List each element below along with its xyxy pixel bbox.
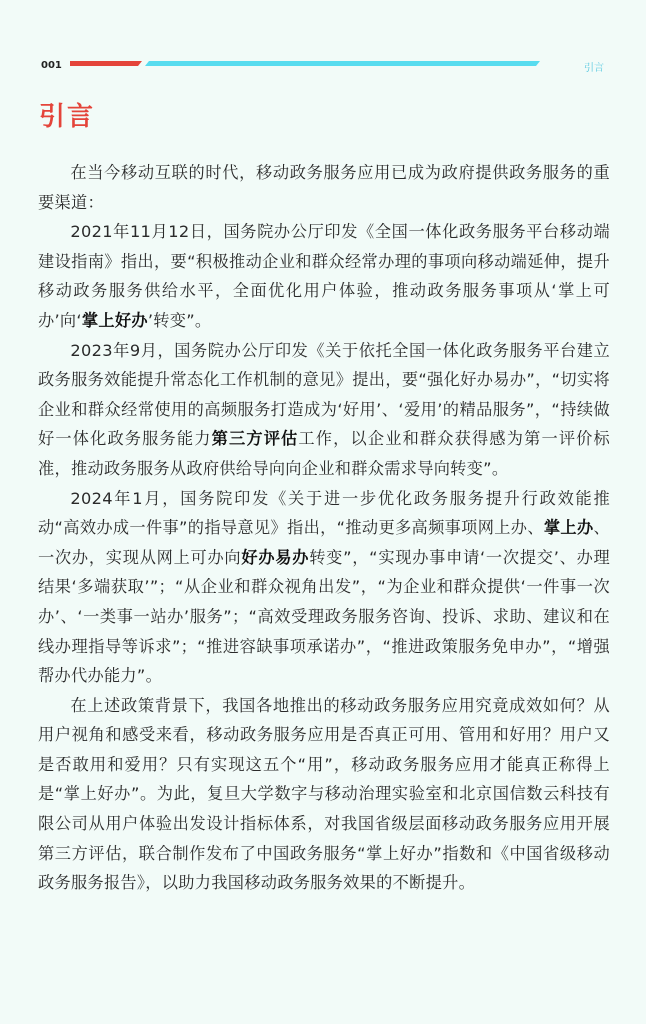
paragraph-text: 转变”，“实现办事申请‘一次提交’、办理结果‘多端获取’”；“从企业和群众视角出发”，“为企业和群众提供‘一件事一次办’、‘一类事一站办’服务”；“高效受理政务服务咨询、投诉、求助、建议和在线办理指导等诉求”；“推进容缺事项承诺办”，“推进政策服务免申办”，“增强帮办代办能力”。 <box>38 547 611 686</box>
paragraph-conclusion <box>38 691 610 898</box>
emphasis-text: 好办易办 <box>241 547 310 567</box>
page-number: 001 <box>41 60 62 71</box>
paragraph-2023-opinion <box>38 336 610 484</box>
page-title: 引言 <box>39 102 96 132</box>
paragraph-intro <box>38 158 610 217</box>
emphasis-text: 第三方评估 <box>211 429 299 449</box>
paragraph-text: 在当今移动互联的时代，移动政务服务应用已成为政府提供政务服务的重要渠道： <box>38 163 610 212</box>
section-label: 引言 <box>584 63 604 74</box>
body-text <box>38 158 610 898</box>
paragraph-text: 2023年9月，国务院办公厅印发《关于依托全国一体化政务服务平台建立政务服务效能提升常态化工作机制的意见》提出，要“强化好办易办”，“切实将企业和群众经常使用的高频服务打造成为‘好用’、‘爱用’的精品服务”，“持续做好一体化政务服务能力 <box>38 340 610 449</box>
paragraph-text: 、一次办，实现从网上可办向 <box>38 518 610 567</box>
emphasis-text: 掌上办 <box>543 518 594 538</box>
paragraph-text: 工作，以企业和群众获得感为第一评价标准，推动政务服务从政府供给导向向企业和群众需求导向转变”。 <box>38 429 611 478</box>
paragraph-2024-opinion <box>38 484 610 691</box>
header-accent-bar-cyan <box>145 61 540 66</box>
paragraph-text: 2024年1月，国务院印发《关于进一步优化政务服务提升行政效能推动“高效办成一件事”的指导意见》指出，“推动更多高频事项网上办、 <box>38 488 610 538</box>
page-header <box>0 0 646 80</box>
paragraph-text: ’转变”。 <box>147 310 212 330</box>
paragraph-text: 2021年11月12日，国务院办公厅印发《全国一体化政务服务平台移动端建设指南》指出，要“积极推动企业和群众经常办理的事项向移动端延伸，提升移动政务服务供给水平，全面优化用户体验，推动政务服务事项从‘掌上可办’向‘ <box>38 222 610 330</box>
paragraph-text: 在上述政策背景下，我国各地推出的移动政务服务应用究竟成效如何？从用户视角和感受来看，移动政务服务应用是否真正可用、管用和好用？用户又是否敢用和爱用？只有实现这五个“用”，移动政务服务应用才能真正称得上是“掌上好办”。为此，复旦大学数字与移动治理实验室和北京国信数云科技有限公司从用户体验出发设计指标体系，对我国省级层面移动政务服务应用开展第三方评估，联合制作发布了中国政务服务“掌上好办”指数和《中国省级移动政务服务报告》，以助力我国移动政务服务效果的不断提升。 <box>38 695 610 893</box>
paragraph-2021-guideline <box>38 217 610 335</box>
header-accent-bar-red <box>70 61 142 66</box>
emphasis-text: 掌上好办 <box>81 310 148 330</box>
